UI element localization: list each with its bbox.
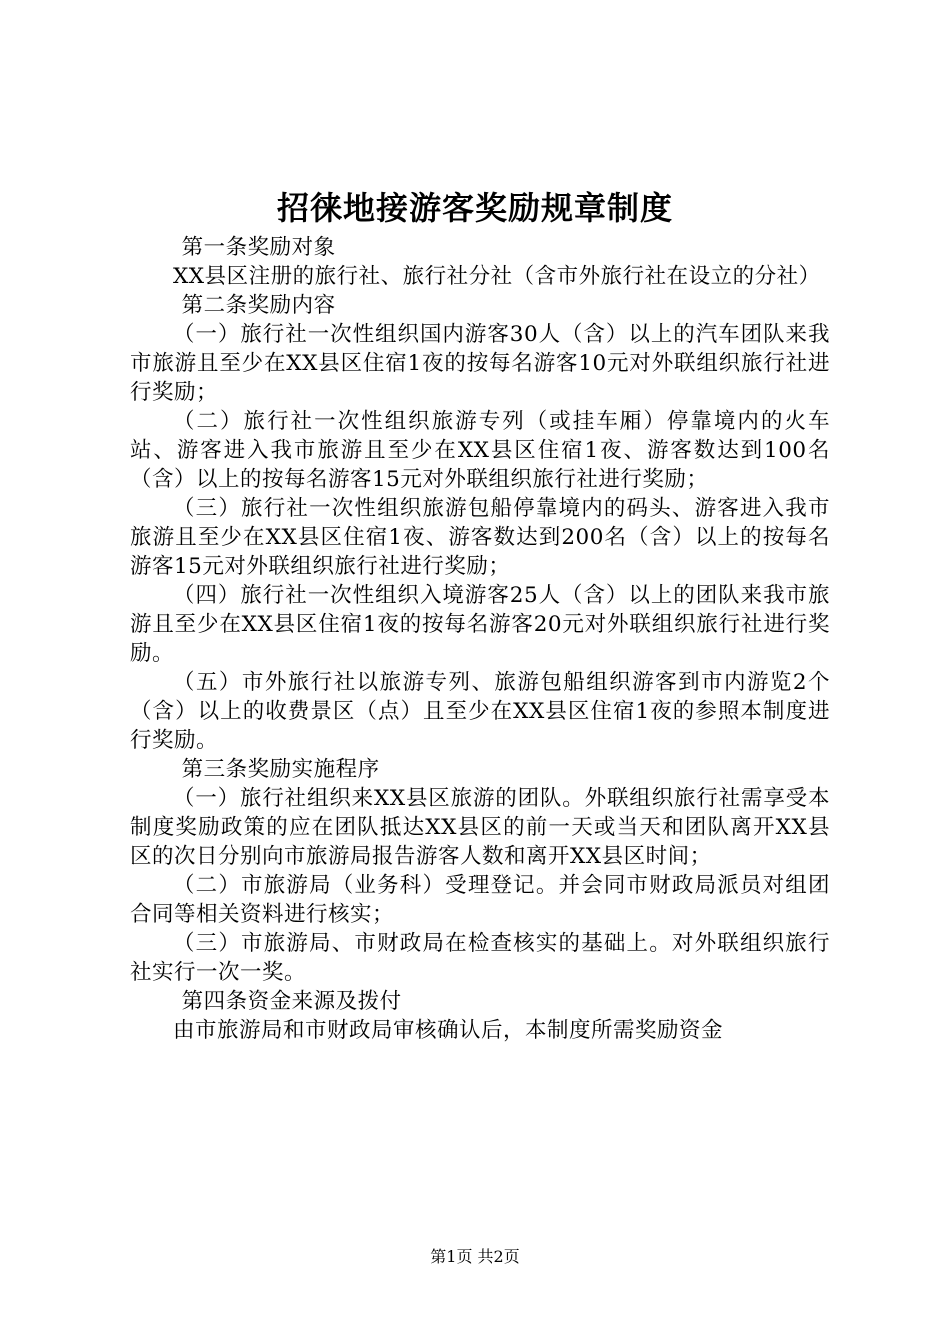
paragraph: XX县区注册的旅行社、旅行社分社（含市外旅行社在设立的分社）: [173, 264, 821, 289]
paragraph: （一）旅行社组织来XX县区旅游的团队。外联组织旅行社需享受本制度奖励政策的应在团队抵达XX县区的前一天或当天和团队离开XX县区的次日分别向市旅游局报告游客人数和离开XX县区时间；: [130, 786, 830, 869]
paragraph: 由市旅游局和市财政局审核确认后，本制度所需奖励资金: [173, 1018, 724, 1043]
paragraph: （二）旅行社一次性组织旅游专列（或挂车厢）停靠境内的火车站、游客进入我市旅游且至少在XX县区住宿1夜、游客数达到100名（含）以上的按每名游客15元对外联组织旅行社进行奖励；: [130, 409, 830, 492]
paragraph: （三）市旅游局、市财政局在检查核实的基础上。对外联组织旅行社实行一次一奖。: [130, 931, 830, 985]
paragraph: （二）市旅游局（业务科）受理登记。并会同市财政局派员对组团合同等相关资料进行核实；: [130, 873, 830, 927]
section-heading: 第二条奖励内容: [181, 293, 336, 318]
document-body: [130, 233, 830, 1045]
page-footer: 第1页 共2页: [430, 1247, 520, 1266]
section-heading: 第四条资金来源及拨付: [181, 989, 402, 1014]
paragraph: （四）旅行社一次性组织入境游客25人（含）以上的团队来我市旅游且至少在XX县区住宿1夜的按每名游客20元对外联组织旅行社进行奖励。: [130, 583, 830, 666]
paragraph: （三）旅行社一次性组织旅游包船停靠境内的码头、游客进入我市旅游且至少在XX县区住宿1夜、游客数达到200名（含）以上的按每名游客15元对外联组织旅行社进行奖励；: [130, 496, 830, 579]
section-heading: 第一条奖励对象: [181, 235, 336, 260]
document-title: 招徕地接游客奖励规章制度: [276, 189, 673, 227]
paragraph: （五）市外旅行社以旅游专列、旅游包船组织游客到市内游览2个（含）以上的收费景区（点）且至少在XX县区住宿1夜的参照本制度进行奖励。: [130, 670, 830, 753]
section-heading: 第三条奖励实施程序: [181, 757, 380, 782]
paragraph: （一）旅行社一次性组织国内游客30人（含）以上的汽车团队来我市旅游且至少在XX县区住宿1夜的按每名游客10元对外联组织旅行社进行奖励；: [130, 322, 830, 405]
